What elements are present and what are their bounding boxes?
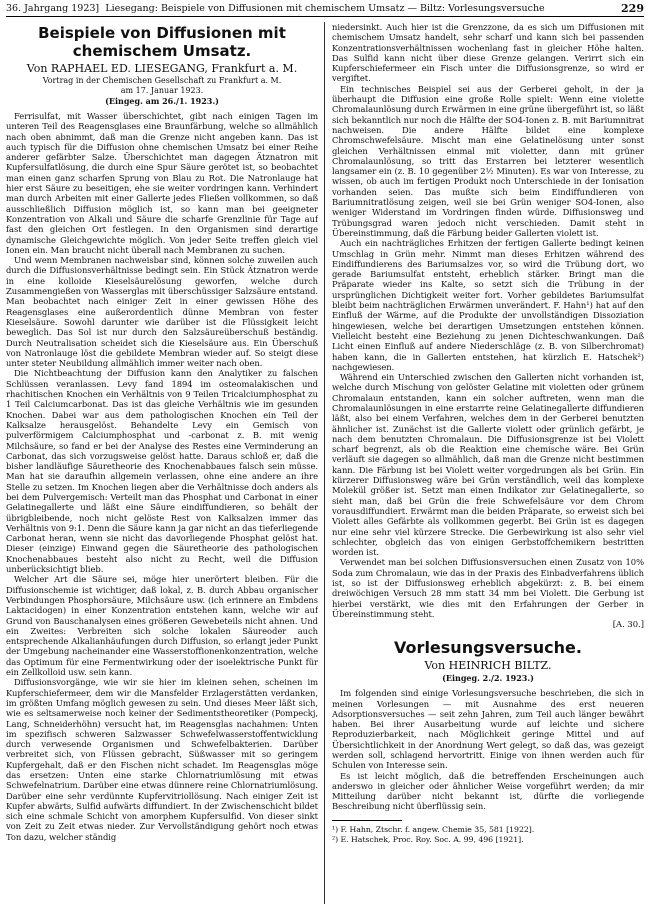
article-venue: Vortrag in der Chemischen Gesellschaft zu Frankfurt a. M. [42,76,282,85]
article-author: Von HEINRICH BILTZ. [424,659,552,673]
article-author: Von RAPHAEL ED. LIESEGANG, Frankfurt a. M. [26,62,298,75]
paragraph: Es ist leicht möglich, daß die betreffenden Erscheinungen auch anderswo in gleicher oder ähnlicher Weise vorgeführt werden; da mir Mitteilung darüber nicht bekannt ist, dürfte die vorliegende Beschreibung nicht überflüssig sein. [332,770,644,812]
footnote: ²) E. Hatschek, Proc. Roy. Soc. A. 99, 496 [1921]. [332,834,524,844]
article-received: (Eingeg. am 26./1. 1923.) [105,96,219,106]
paragraph: Die Nichtbeachtung der Diffusion kann den Analytiker zu falschen Schlüssen veranlassen. Levy fand 1894 im osteomalakischen und rhachitischen Knochen ein Verhältnis von 9 Teilen Tricalciumphosphat zu 1 Teil Calciumcarbonat. Das ist das gleiche Verhältnis wie im gesunden Knochen. Dabei war aus dem pathologischen Knochen ein Teil der Kalksalze herausgelöst. Behandelte Levy ein Gemisch von pulverförmigem Calciumphosphat und -carbonat z. B. mit wenig Milchsäure, so fand er bei der Analyse des Restes eine Verminderung an Carbonat, das sich vorzugsweise gelöst hatte. Daraus schloß er, daß die bisher landläufige Säuretheorie des Knochenabbaues falsch sein müsse. Man hat sie daraufhin allgemein verlassen, ohne eine andere an ihre Stelle zu setzen. Im Knochen liegen aber die Verhältnisse doch anders als bei dem Pulvergemisch: Verteilt man das Phosphat und Carbonat in einer Gelatinegallerte und läßt eine Säure eindiffundieren, so behält der übrigbleibende, noch nicht gelöste Rest von Kalksalzen immer das Verhältnis von 9:1. Denn die Säure kann ja gar nicht an das tieferliegende Carbonat heran, wenn sie nicht das davorliegende Phosphat gelöst hat. Dieser (einzige) Einwand gegen die Säuretheorie des pathologischen Knochenabbaues besteht also nicht zu Recht, weil die Diffusion unberücksichtigt blieb. [6,368,318,575]
article-date: am 17. Januar 1923. [120,86,204,95]
paragraph: Welcher Art die Säure sei, möge hier unerörtert bleiben. Für die Diffusionschemie ist wichtiger, daß lokal, z. B. durch Abbau organischer Verbindungen Phosphorsäure, Milchsäure usw. (ich erinnere an Embdens Laktacidogen) in einer Konzentration entstehen kann, welche wir auf Grund von Bauschanalysen eines größeren Gewebeteils nicht ahnen. Und ein Zweites: Verbreiten sich solche lokalen Säureoder auch entsprechende Alkalianhäufungen durch Diffusion, so erlangt jeder Punkt der Umgebung nacheinander eine Wasserstoffionenkonzentration, welche das Optimum für eine Fermentwirkung oder der isoelektrische Punkt für ein Zellkolloid usw. sein kann. [6,574,318,678]
running-title: Liesegang: Beispiele von Diffusionen mit chemischem Umsatz — Biltz: Vorlesungsversuche [105,3,545,14]
right-column [332,22,644,904]
paragraph: Im folgenden sind einige Vorlesungsversuche beschrieben, die sich in meinen Vorlesungen — mit Ausnahme des erst neueren Adsorptionsversuches — seit zehn Jahren, zum Teil auch länger bewährt haben. Bei ihrer Ausarbeitung wurde auf leichte und sichere Reproduzierbarkeit, nach Möglichkeit geringe Mittel und auf Übersichtlichkeit in der Anordnung Wert gelegt, so daß das, was gezeigt werden soll, schlagend hervortritt. Einige von ihnen werden auch für Schulen von Interesse sein. [332,688,644,771]
article-title: Beispiele von Diffusionen mit chemischem Umsatz. [38,24,286,60]
paragraph: Auch ein nachträgliches Erhitzen der fertigen Gallerte bedingt keinen Umschlag in Grün mehr. Nimmt man dieses Erhitzen während des Eindiffundierens des Bariumsalzes vor, so wird die Trübung dort, wo gerade Bariumsulfat entsteht, erheblich stärker. Bringt man die Präparate wieder ins Kalte, so setzt sich die Trübung in der ursprünglichen Dichtigkeit weiter fort. Vorher gebildetes Bariumsulfat bleibt beim nachträglichen Erwärmen unverändert. F. Hahn¹) hat auf den Einfluß der Wärme, auf die Produkte der unvollständigen Dissoziation hingewiesen, welche bei derartigen Umsetzungen entstehen können. Vielleicht besteht eine Beziehung zu jenen Dichteschwankungen. Daß Licht einen Einfluß auf andere Niederschläge (z. B. von Silberchromat) haben kann, die in Gallerten entstehen, hat kürzlich E. Hatschek²) nachgewiesen. [332,238,644,372]
page-number: 229 [621,2,644,15]
footnote: ¹) F. Hahn, Ztschr. f. angew. Chemie 35, 581 [1922]. [332,824,535,834]
paragraph: Verwendet man bei solchen Diffusionsversuchen einen Zusatz von 10% Soda zum Chromalaun, wie das in der Praxis des Einbadverfahrens üblich ist, so ist der Diffusionsweg erheblich abgekürzt: z. B. bei einem dreiwöchigen Versuch 28 mm statt 34 mm bei Violett. Die Gerbung ist hierbei verstärkt, wie dies mit den Erfahrungen der Gerber in Übereinstimmung steht. [332,557,644,619]
article-signature: [A. 30.] [612,619,644,630]
paragraph: niedersinkt. Auch hier ist die Grenzzone, da es sich um Diffusionen mit chemischem Umsatz handelt, sehr scharf und kann sich bei passenden Konzentrationsverhältnissen wochenlang fast in gleicher Höhe halten. Das Sulfid kann nicht über diese Grenze gelangen. Verirrt sich ein Kupferschiefermeer ein Fisch unter die Diffusionsgrenze, so wird er vergiftet. [332,22,644,84]
footnote-rule [332,820,402,821]
article-received: (Eingeg. 2./2. 1923.) [442,673,534,684]
column-divider [324,22,325,904]
journal-volume: 36. Jahrgang 1923] [6,3,100,14]
paragraph: Während ein Unterschied zwischen den Gallerten nicht vorhanden ist, welche durch Mischung von gelöster Gelatine mit violetten oder grünem Chromalaun entstanden, kann ein solcher auftreten, wenn man die Chromalaunlösungen in eine erstarrte reine Gelatinegallerte diffundieren läßt, also bei einem Verfahren, welches dem in der Gerberei benutzten ähnlicher ist. Zunächst ist die Gallerte violett oder grünlich gefärbt, je nach dem benutzten Chromalaun. Die Diffusionsgrenze ist bei Violett scharf begrenzt, als ob die Reaktion eine chemische wäre. Bei Grün verläuft sie dagegen so allmählich, daß man die Grenze nicht bestimmen kann. Die Färbung ist bei Violett weiter vorgedrungen als bei Grün. Ein kürzerer Diffusionsweg wäre bei Grün verständlich, weil das komplexe Molekül größer ist. Setzt man einen Indikator zur Gelatinegallerte, so sieht man, daß bei Grün die freie Schwefelsäure vor dem Chrom vorausdiffundiert. Erwärmt man die beiden Präparate, so erweist sich bei Violett alles Gefärbte als vollkommen gegerbt. Bei Grün ist es dagegen nur eine sehr viel kürzere Strecke. Die Gerbewirkung ist also sehr viel schlechter, obgleich das von einigen Gerbstoffchemikern bestritten worden ist. [332,372,644,558]
paragraph: Ferrisulfat, mit Wasser überschichtet, gibt nach einigen Tagen im unteren Teil des Reagensglases eine Braunfärbung, welche so allmählich nach oben abnimmt, daß man die Grenze nicht angeben kann. Das ist auch typisch für die Diffusion ohne chemischen Umsatz bei einer Reihe anderer gefärbter Salze. Überschichtet man dagegen Ätznatron mit Kupfersulfatlösung, die durch eine Spur Säure gerötet ist, so beobachtet man einen ganz scharfen Sprung von Blau zu Rot. Die Natronlauge hat hier erst Säure zu beseitigen, ehe sie weiter vordringen kann. Verhindert man durch Arbeiten mit einer Gallerte jedes Fließen vollkommen, so daß ausschließlich Diffusion möglich ist, so kann man bei geeigneter Konzentration von Alkali und Säure die scharfe Grenzlinie für Tage auf fast den gleichen Ort festlegen. In den Organismen sind derartige dynamische Gleichgewichte möglich. Von jeder Seite treffen gleich viel Ionen ein. Man braucht nicht überall nach Membranen zu suchen. [6,111,318,255]
article-title: Vorlesungsversuche. [394,638,582,658]
left-column [6,22,318,904]
paragraph: Und wenn Membranen nachweisbar sind, können solche zuweilen auch durch die Diffusionsverhältnisse bedingt sein. Ein Stück Ätznatron werde in eine kolloide Kieselsäurelösung geworfen, welche durch Zusammengießen von Wasserglas mit überschüssiger Salzsäure entstand. Man beobachtet nach einiger Zeit in einer gewissen Höhe des Reagensglases eine außerordentlich dünne Membran von fester Kieselsäure. Sowohl darunter wie darüber ist die Flüssigkeit leicht beweglich. Das Sol ist nur durch den Salzsäureüberschuß beständig. Durch Neutralisation scheidet sich die Kieselsäure aus. Ein Überschuß von Natronlauge löst die gebildete Membran wieder auf. So steigt diese unter steter Neubildung allmählich immer weiter nach oben. [6,255,318,369]
paragraph: Ein technisches Beispiel sei aus der Gerberei geholt, in der ja überhaupt die Diffusion eine große Rolle spielt: Wenn eine violette Chromalaunlösung durch Erwärmen in eine grüne übergeführt ist, so läßt sich bekanntlich nur noch die Hälfte der SO4-Ionen z. B. mit Bariumnitrat nachweisen. Die andere Hälfte bildet eine komplexe Chromschwefelsäure. Mischt man eine Gelatinelösung unter sonst gleichen Verhältnissen einmal mit violetter, dann mit grüner Chromalaunlösung, so tritt das Erstarren bei letzterer wesentlich langsamer ein (z. B. 10 gegenüber 2½ Minuten). Es war von Interesse, zu wissen, ob auch im fertigen Produkt noch Unterschiede in der Ionisation vorhanden seien. Das mußte sich beim Eindiffundieren von Bariumnitratlösung zeigen, weil sie bei Grün weniger SO4-Ionen, also weniger Widerstand im Vordringen finden würde. Diffusionsweg und Trübungsgrad waren jedoch nicht verschieden. Damit steht in Übereinstimmung, daß die Färbung beider Gallerten violett ist. [332,83,644,238]
paragraph: Diffusionsvorgänge, wie wir sie hier im kleinen sehen, scheinen im Kupferschiefermeer, dem wir die Mansfelder Erzlagerstätten verdanken, im größten Umfang möglich gewesen zu sein. Und dieses Meer läßt sich, wie es seltsamerweise noch keiner der Sedimentstheoretiker (Pompeckj, Lang, Schneiderhöhn) versucht hat, im Reagensglas nachahmen: Unten im spezifisch schweren Salzwasser Schwefelwasserstoffentwicklung durch verwesende Organismen und Schwefelbakterien. Darüber verbreitet sich, von Flüssen gebracht, Süßwasser mit so geringem Kupfergehalt, daß er den Fischen nicht schadet. Im Reagensglas möge das ersetzen: Unten eine starke Chlornatriumlösung mit etwas Schwefelnatrium. Darüber eine etwas dünnere reine Chlornatriumlösung. Darüber eine sehr verdünnte Kupfervitriollösung. Nach einiger Zeit ist Kupfer abwärts, Sulfid aufwärts diffundiert. In der Zwischenschicht bildet sich eine schmale Schicht von amorphem Kupfersulfid. Von dieser sinkt von Zeit zu Zeit etwas nieder. Zur Vervollständigung gehört noch etwas Ton dazu, welcher ständig [6,677,318,842]
running-header [6,2,644,17]
